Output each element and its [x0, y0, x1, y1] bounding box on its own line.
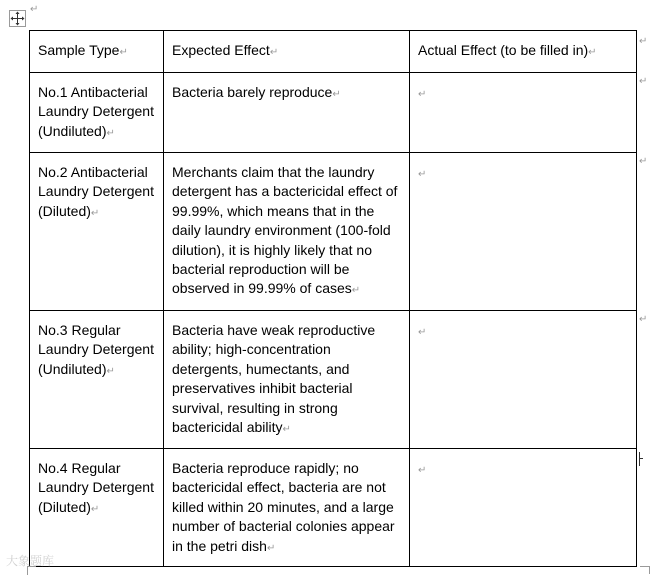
- cell-end-mark-icon: ↵: [332, 89, 341, 100]
- row-end-mark-icon: ↵: [639, 156, 648, 167]
- expected-cell[interactable]: Bacteria barely reproduce↵: [164, 73, 410, 153]
- cell-end-mark-icon: ↵: [106, 365, 115, 377]
- row-end-mark-icon: ↵: [639, 36, 648, 47]
- sample-cell[interactable]: No.1 Antibacterial Laundry Detergent (Undiluted)↵: [30, 73, 164, 153]
- sample-cell[interactable]: No.4 Regular Laundry Detergent (Diluted)↵: [30, 449, 164, 567]
- cell-end-mark-icon: ↵: [90, 207, 100, 219]
- expected-cell[interactable]: Merchants claim that the laundry detergent has a bactericidal effect of 99.99%, which means that in the daily laundry environment (100-fold dilution), it is highly likely that no bacterial reproduction will be observed in 99.99% of cases↵: [164, 153, 410, 311]
- experiment-table: [29, 30, 637, 567]
- cell-end-mark-icon: ↵: [282, 424, 291, 436]
- cell-end-mark-icon: ↵: [90, 503, 100, 515]
- cell-end-mark-icon: ↵: [418, 169, 427, 180]
- sample-cell[interactable]: No.3 Regular Laundry Detergent (Undiluted)↵: [30, 311, 164, 449]
- actual-cell-input[interactable]: [410, 153, 637, 311]
- table-row: [30, 73, 637, 153]
- page-corner-marker: [640, 566, 650, 574]
- table-row: [30, 449, 637, 567]
- text-cursor: [639, 452, 640, 466]
- cell-end-mark-icon: ↵: [266, 542, 276, 554]
- cell-end-mark-icon: ↵: [269, 47, 279, 58]
- paragraph-mark-icon: ↵: [30, 4, 39, 15]
- expected-cell[interactable]: Bacteria have weak reproductive ability; high-concentration detergents, humectants, and preservatives inhibit bacterial survival, resulting in strong bactericidal ability↵: [164, 311, 410, 449]
- expected-cell[interactable]: Bacteria reproduce rapidly; no bactericidal effect, bacteria are not killed within 20 minutes, and a large number of bacterial colonies appear in the petri dish↵: [164, 449, 410, 567]
- row-end-mark-icon: ↵: [639, 76, 648, 87]
- cell-end-mark-icon: ↵: [588, 47, 597, 58]
- row-end-mark-icon: ↵: [639, 314, 648, 325]
- actual-cell-input[interactable]: [410, 311, 637, 449]
- actual-cell-input[interactable]: [410, 449, 637, 567]
- sample-cell[interactable]: No.2 Antibacterial Laundry Detergent (Diluted)↵: [30, 153, 164, 311]
- cell-end-mark-icon: ↵: [418, 327, 427, 338]
- header-cell-actual-effect[interactable]: Actual Effect (to be filled in)↵: [410, 31, 637, 73]
- text-cursor-tick: [639, 458, 643, 459]
- cell-end-mark-icon: ↵: [418, 89, 427, 100]
- table-header-row: [30, 31, 637, 73]
- cell-end-mark-icon: ↵: [106, 127, 115, 139]
- cell-end-mark-icon: ↵: [119, 47, 128, 58]
- header-cell-expected-effect[interactable]: Expected Effect↵: [164, 31, 410, 73]
- watermark-text: 大象题库: [6, 554, 55, 568]
- cell-end-mark-icon: ↵: [351, 285, 361, 297]
- table-row: [30, 153, 637, 311]
- actual-cell-input[interactable]: [410, 73, 637, 153]
- table-row: [30, 311, 637, 449]
- header-cell-sample-type[interactable]: Sample Type↵: [30, 31, 164, 73]
- table-move-handle-icon[interactable]: [9, 10, 26, 27]
- cell-end-mark-icon: ↵: [418, 465, 427, 476]
